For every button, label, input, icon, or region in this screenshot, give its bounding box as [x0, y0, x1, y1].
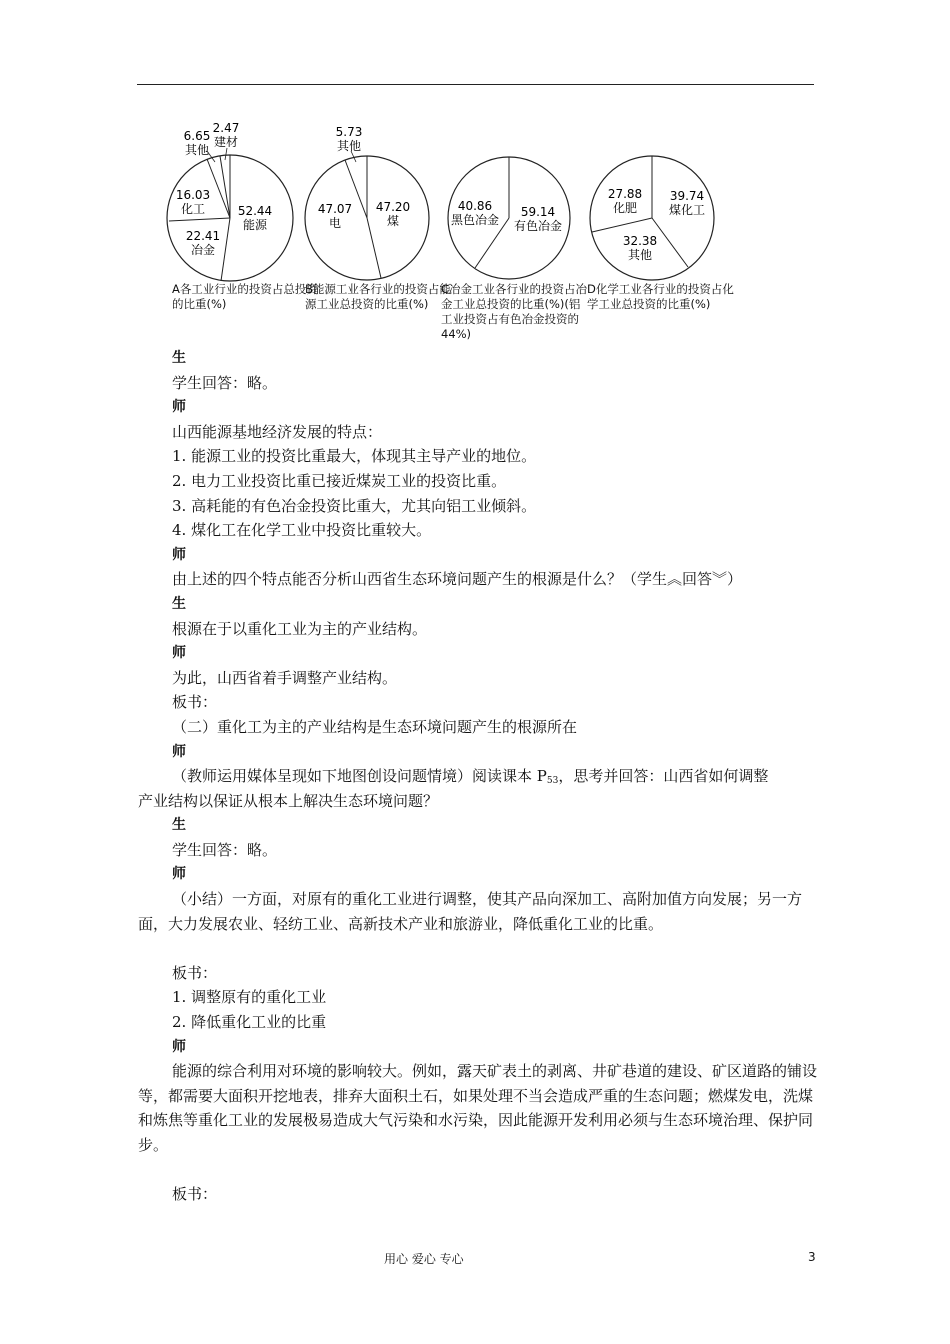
pie-a-slice-boundary	[221, 218, 230, 281]
pie-a-label-name: 能源	[242, 218, 268, 232]
teacher-statement: 为此，山西省着手调整产业结构。	[172, 668, 398, 687]
teacher-prompt-text: ，思考并回答：山西省如何调整	[558, 767, 769, 786]
speaker-student: 生	[172, 817, 186, 834]
pie-a-label-value: 16.03	[175, 188, 211, 202]
chart-b-caption: B能源工业各行业的投资占能源工业总投资的比重(%)	[305, 282, 451, 311]
pie-a-slice-boundary	[169, 218, 230, 221]
pie-d-label-value: 27.88	[607, 187, 643, 201]
pie-a-label-value: 6.65	[183, 129, 211, 143]
board-label: 板书：	[172, 963, 218, 982]
header-rule	[137, 84, 814, 85]
pie-c-label-value: 40.86	[457, 199, 493, 213]
board-label: 板书：	[172, 1185, 218, 1204]
pie-d-slice-boundary	[652, 218, 688, 267]
pie-c-label-name: 黑色冶金	[450, 213, 500, 227]
point-item: 3. 高耗能的有色冶金投资比重大，尤其向铝工业倾斜。	[172, 496, 537, 515]
pie-a-slice-boundary	[207, 159, 230, 218]
pie-a-label-name: 化工	[180, 202, 206, 216]
speaker-teacher: 师	[172, 1038, 186, 1055]
teacher-prompt-text: （教师运用媒体呈现如下地图创设问题情境）阅读课本 P	[172, 767, 547, 786]
pie-b-label-name: 其他	[336, 139, 362, 153]
pie-a-label-name: 其他	[184, 143, 210, 157]
section-title: 山西能源基地经济发展的特点：	[172, 422, 383, 441]
speaker-teacher: 师	[172, 645, 186, 662]
board-item: （二）重化工为主的产业结构是生态环境问题产生的根源所在	[172, 717, 578, 736]
pie-d-label-name: 煤化工	[668, 203, 706, 217]
board-label: 板书：	[172, 693, 218, 712]
speaker-teacher: 师	[172, 546, 186, 563]
teacher-question: 由上述的四个特点能否分析山西省生态环境问题产生的根源是什么？（学生︽回答︾）	[172, 570, 743, 589]
pie-b-label-value: 47.20	[375, 200, 411, 214]
point-item: 2. 电力工业投资比重已接近煤炭工业的投资比重。	[172, 471, 507, 490]
pie-b-label-name: 煤	[386, 214, 400, 228]
chart-d-caption: D化学工业各行业的投资占化学工业总投资的比重(%)	[587, 282, 734, 311]
point-item: 4. 煤化工在化学工业中投资比重较大。	[172, 521, 432, 540]
page-number: 3	[808, 1250, 816, 1264]
speaker-student: 生	[172, 350, 186, 366]
pie-a-label-value: 2.47	[212, 121, 240, 135]
page-ref-subscript: 53	[546, 776, 559, 787]
pie-a-slice-boundary	[220, 156, 230, 218]
pie-a-label-value: 22.41	[185, 229, 221, 243]
pie-a	[167, 121, 293, 281]
pie-b-slice-boundary	[367, 218, 381, 278]
summary-paragraph: （小结）一方面，对原有的重化工业进行调整，使其产品向深加工、高附加值方向发展；另一方面，大力发展农业、轻纺工业、高新技术产业和旅游业，降低重化工业的比重。	[138, 890, 803, 933]
pie-b-label-value: 5.73	[335, 125, 363, 139]
pie-d-label-value: 32.38	[622, 234, 658, 248]
footer-motto: 用心 爱心 专心	[384, 1252, 464, 1266]
pie-b-label-name: 电	[328, 216, 342, 230]
pie-a-label-name: 冶金	[190, 243, 216, 257]
pie-c	[448, 157, 570, 279]
main-text	[138, 346, 822, 1207]
point-item: 1. 能源工业的投资比重最大，体现其主导产业的地位。	[172, 447, 537, 466]
pie-a-label-name: 建材	[213, 135, 239, 149]
speaker-teacher: 师	[172, 399, 186, 416]
pie-c-label-name: 有色冶金	[513, 219, 563, 233]
speaker-teacher: 师	[172, 866, 186, 883]
chart-a-caption: A各工业行业的投资占总投资的比重(%)	[172, 282, 318, 311]
pie-d-label-name: 化肥	[612, 201, 638, 215]
pie-a-leader-line	[225, 148, 227, 160]
spacer	[172, 1158, 822, 1183]
teacher-prompt-continued: 产业结构以保证从根本上解决生态环境问题？	[138, 791, 439, 810]
board-item: 2. 降低重化工业的比重	[172, 1013, 327, 1032]
energy-paragraph: 能源的综合利用对环境的影响较大。例如，露天矿表土的剥离、井矿巷道的建设、矿区道路的铺设等，都需要大面积开挖地表，排弃大面积土石，如果处理不当会造成严重的生态问题；燃煤发电，洗煤和炼焦等重化工业的发展极易造成大气污染和水污染，因此能源开发利用必须与生态环境治理、保护同步。	[138, 1062, 818, 1154]
pie-d	[590, 156, 714, 280]
pie-d-label-value: 39.74	[669, 189, 705, 203]
student-answer: 根源在于以重化工业为主的产业结构。	[172, 619, 428, 638]
pie-d-slice-boundary	[592, 218, 652, 232]
spacer	[172, 936, 822, 961]
chart-c-caption: C冶金工业各行业的投资占冶金工业总投资的比重(%)(铝工业投资占有色冶金投资的44%)	[441, 282, 588, 341]
pie-c-label-value: 59.14	[520, 205, 556, 219]
speaker-student: 生	[172, 595, 186, 612]
pie-b-label-value: 47.07	[317, 202, 353, 216]
pie-b	[305, 125, 429, 280]
speaker-teacher: 师	[172, 743, 186, 760]
pie-a-label-value: 52.44	[237, 204, 273, 218]
board-item: 1. 调整原有的重化工业	[172, 988, 327, 1007]
student-answer: 学生回答：略。	[172, 840, 278, 859]
pie-d-label-name: 其他	[627, 248, 653, 262]
teacher-prompt	[172, 764, 822, 789]
student-answer: 学生回答：略。	[172, 373, 278, 392]
